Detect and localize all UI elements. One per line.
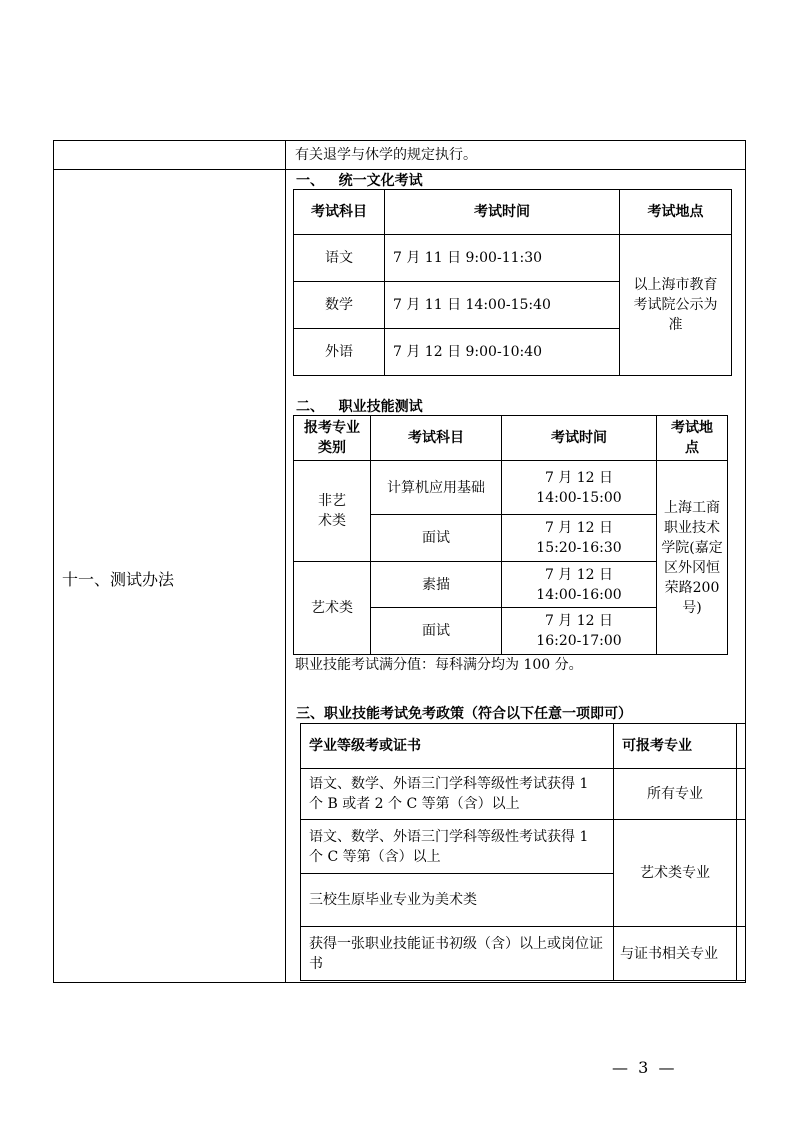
- top-row-text: 有关退学与休学的规定执行。: [295, 147, 477, 163]
- s3-major: 所有专业: [614, 769, 737, 820]
- s3-cert: 三校生原毕业专业为美术类: [301, 874, 614, 927]
- s1-header-location: 考试地点: [620, 190, 732, 235]
- s3-header-cert: 学业等级考或证书: [301, 724, 614, 769]
- s2-time: [502, 461, 657, 515]
- s2-time-date: 7 月 12 日: [544, 520, 614, 536]
- s2-category: 非艺术类: [294, 461, 371, 562]
- s3-cert: 语文、数学、外语三门学科等级性考试获得 1 个 C 等第（含）以上: [301, 820, 614, 874]
- s2-time-date: 7 月 12 日: [544, 469, 614, 486]
- s3-cut-column: [737, 769, 746, 820]
- s3-cert: 语文、数学、外语三门学科等级性考试获得 1 个 B 或者 2 个 C 等第（含）以上: [301, 769, 614, 820]
- s2-header-subject: 考试科目: [371, 416, 502, 461]
- s2-time-range: 15:20-16:30: [536, 540, 622, 556]
- s2-header-location: 考试地点: [657, 416, 728, 461]
- s2-time: [502, 515, 657, 562]
- s3-cert: 获得一张职业技能证书初级（含）以上或岗位证书: [301, 927, 614, 981]
- s3-header-major: 可报考专业: [614, 724, 737, 769]
- s2-time-date: 7 月 12 日: [544, 566, 614, 583]
- s3-cut-column: [737, 820, 746, 927]
- s2-subject: 面试: [371, 608, 502, 655]
- s1-header-time: 考试时间: [385, 190, 620, 235]
- s3-major: 艺术类专业: [614, 820, 737, 927]
- s2-time: [502, 608, 657, 655]
- section1-table: [293, 189, 732, 376]
- s1-time: 7 月 11 日 9:00-11:30: [385, 235, 620, 282]
- s1-time: 7 月 12 日 9:00-10:40: [385, 329, 620, 376]
- s1-subject: 数学: [294, 282, 385, 329]
- row-label: 十一、测试办法: [62, 570, 175, 589]
- s1-time: 7 月 11 日 14:00-15:40: [385, 282, 620, 329]
- section2-note: 职业技能考试满分值：每科满分均为 100 分。: [295, 657, 583, 673]
- s2-subject: 计算机应用基础: [371, 461, 502, 515]
- s2-header-time: 考试时间: [502, 416, 657, 461]
- s3-cut-column: [737, 724, 746, 769]
- s2-time: [502, 562, 657, 608]
- section3-heading: 三、职业技能考试免考政策（符合以下任意一项即可）: [296, 706, 632, 722]
- page-number: — 3 —: [612, 1058, 675, 1077]
- section3-table: [300, 723, 746, 981]
- s2-time-range: 14:00-15:00: [536, 489, 622, 506]
- s1-subject: 语文: [294, 235, 385, 282]
- s3-cut-column: [737, 927, 746, 981]
- s3-major: 与证书相关专业: [614, 927, 737, 981]
- s2-time-range: 16:20-17:00: [536, 633, 622, 649]
- s2-subject: 面试: [371, 515, 502, 562]
- section1-heading: 一、 统一文化考试: [296, 173, 423, 189]
- outer-bottom-border: [53, 982, 746, 983]
- s2-subject: 素描: [371, 562, 502, 608]
- s2-location: 上海工商职业技术学院(嘉定区外冈恒荣路200号): [657, 461, 728, 655]
- outer-top-border: [53, 140, 746, 141]
- column-divider: [285, 140, 286, 983]
- row-divider: [53, 169, 746, 170]
- s2-header-category: 报考专业类别: [294, 416, 371, 461]
- s2-category: 艺术类: [294, 562, 371, 655]
- s2-time-range: 14:00-16:00: [536, 586, 622, 603]
- section2-heading: 二、 职业技能测试: [296, 399, 423, 415]
- s1-location: 以上海市教育考试院公示为准: [620, 235, 732, 376]
- s2-time-date: 7 月 12 日: [544, 613, 614, 629]
- outer-left-border: [53, 140, 54, 983]
- s1-subject: 外语: [294, 329, 385, 376]
- section2-table: [293, 415, 728, 655]
- s1-header-subject: 考试科目: [294, 190, 385, 235]
